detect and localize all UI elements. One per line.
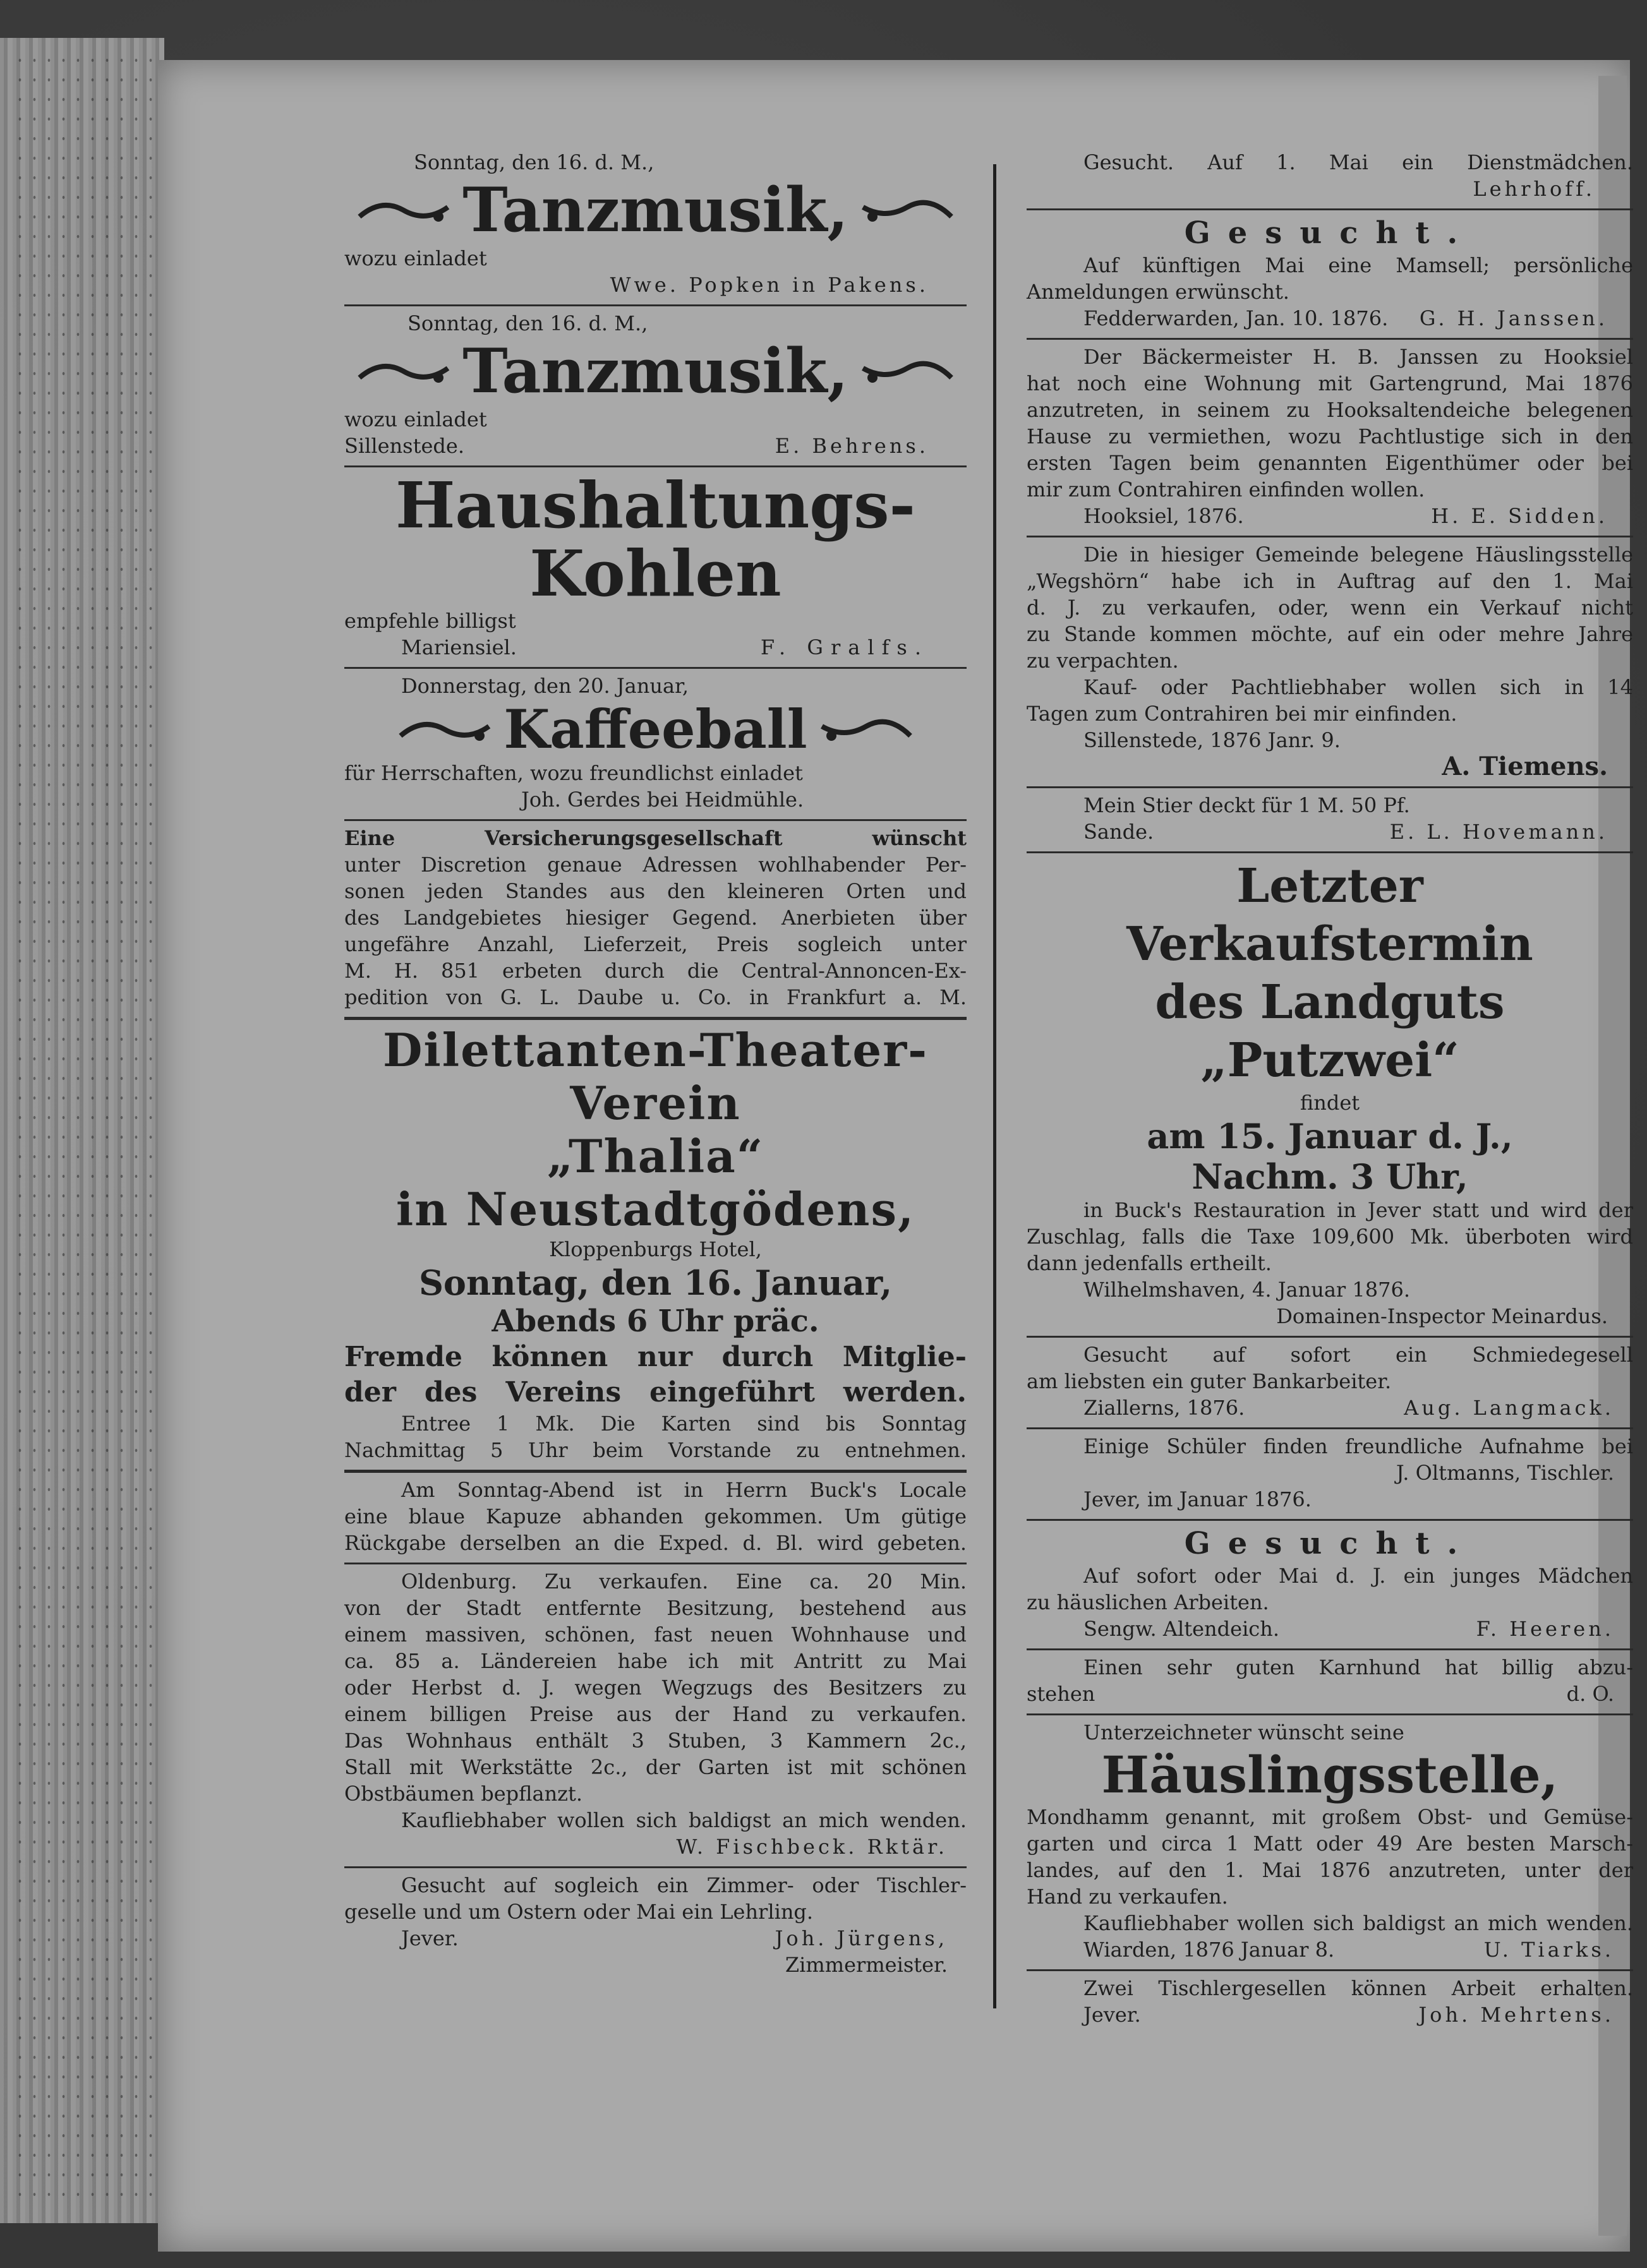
ad-place: Wiarden, 1876 Januar 8. [1083,1938,1335,1962]
ad-gesucht-zimmergeselle [344,1868,967,1984]
flourish-ornament-icon [356,191,451,229]
left-column [344,145,967,1984]
ad-line: Tagen zum Contrahiren bei mir einfinden. [1027,702,1457,726]
ad-findet: findet [1300,1091,1360,1115]
ad-date: am 15. Januar d. J., [1147,1116,1513,1156]
ad-gesucht-schmiedegesell [1027,1338,1633,1429]
ad-line: „Wegshörn“ habe ich in Auftrag auf den 1. Mai [1027,569,1633,593]
ad-line: Anmeldungen erwünscht. [1027,280,1289,304]
ad-line: Die in hiesiger Gemeinde belegene Häuslingsstelle [1083,543,1633,567]
ad-line: in Buck's Restauration in Jever statt und wird der [1083,1198,1633,1222]
ad-footer [1027,1681,1633,1707]
ad-title: Tanzmusik, [462,335,848,407]
ad-line-2: stehen [1027,1682,1095,1706]
ad-place: Sande. [1083,820,1154,844]
ad-date: Sonntag, den 16. d. M., [407,311,648,335]
ad-footer [1027,819,1633,845]
ad-date: Sonntag, den 16. Januar, [418,1263,893,1303]
ad-signature: A. Tiemens. [1442,752,1608,781]
ad-signature: E. Behrens. [775,434,929,458]
ad-title: Kaffeeball [504,698,807,760]
ad-line: zu verpachten. [1027,649,1179,673]
ad-date: Sonntag, den 16. d. M., [414,150,655,174]
ad-tischlergesellen [1027,1971,1633,2034]
ad-signature: J. Oltmanns, Tischler. [1396,1461,1614,1485]
ad-title: Tanzmusik, [462,174,848,246]
ad-signature: F. Heeren. [1476,1617,1614,1641]
ad-title: Haushaltungs- [395,468,916,543]
right-column [1027,145,1633,2034]
ad-line: ersten Tagen beim genannten Eigenthümer oder bei [1027,451,1633,475]
ad-invite: wozu einladet [344,246,487,270]
binding-texture [13,51,158,2211]
ad-place: Jever. [1083,2003,1141,2027]
ad-intro: Unterzeichneter wünscht seine [1083,1720,1404,1744]
ad-line: sonen jeden Standes aus den kleineren Orten und [344,879,967,903]
ad-title: Dilettanten-Theater-Verein [382,1023,929,1130]
ad-line: des Landgebietes hiesiger Gegend. Anerbieten über [344,906,967,930]
ad-line: Einen sehr guten Karnhund hat billig abzu- [1083,1655,1633,1679]
ad-stier [1027,788,1633,853]
ad-signature: G. H. Janssen. [1419,306,1608,330]
ad-line: unter Discretion genaue Adressen wohlhabender Per- [344,853,967,877]
ad-date: Donnerstag, den 20. Januar, [401,674,689,698]
ad-line: anzutreten, in seinem zu Hooksaltendeiche belegenen [1027,398,1633,422]
ad-line: Auf künftigen Mai eine Mamsell; persönliche [1083,253,1633,277]
title-row [344,337,967,406]
ad-signature: Joh. Gerdes bei Heidmühle. [521,788,804,812]
ad-line: geselle und um Ostern oder Mai ein Lehrling. [344,1900,814,1924]
ad-haeuslingsstelle-wegshoern [1027,537,1633,788]
ad-line: M. H. 851 erbeten durch die Central-Annoncen-Ex- [344,959,967,983]
ad-place: Jever, im Januar 1876. [1083,1487,1312,1511]
ad-line: Rückgabe derselben an die Exped. d. Bl. wird gebeten. [344,1531,967,1555]
ad-note: Fremde können nur durch Mitglie- [344,1341,967,1373]
ad-line: Oldenburg. Zu verkaufen. Eine ca. 20 Min. [401,1569,967,1593]
ad-place: Mariensiel. [401,635,517,659]
ad-signature: Aug. Langmack. [1404,1396,1614,1420]
ad-note-2: der des Vereins eingeführt werden. [344,1376,967,1408]
ad-line: Das Wohnhaus enthält 3 Stuben, 3 Kammern 2c., [344,1729,967,1753]
ad-title: Gesucht. [1184,1526,1476,1561]
ad-line: Stall mit Werkstätte 2c., der Garten ist mit schönen [344,1755,967,1779]
ad-gesucht-dienstmaedchen [1027,145,1633,210]
ad-line: Auf sofort oder Mai d. J. ein junges Mädchen [1083,1564,1633,1588]
ad-verkaufstermin-putzwei [1027,853,1633,1338]
ad-line: einem massiven, schönen, fast neuen Wohnhause und [344,1623,967,1647]
ad-invite: wozu einladet [344,407,487,431]
ad-title: Letzter Verkaufstermin [1126,859,1533,971]
ad-signature: W. Fischbeck. Rktär. [676,1835,948,1859]
ad-place: Jever. [401,1926,459,1950]
ad-gesucht-maedchen [1027,1521,1633,1650]
ad-line: Zwei Tischlergesellen können Arbeit erhalten. [1083,1976,1633,2000]
ad-line: oder Herbst d. J. wegen Wegzugs des Besitzers zu [344,1676,967,1700]
ad-place: Sengw. Altendeich. [1083,1617,1279,1641]
ad-versicherung [344,821,967,1020]
flourish-ornament-icon [397,711,492,748]
ad-line: Hause zu vermiethen, wozu Pachtlustige sich in den [1027,424,1633,448]
ad-signature: Wwe. Popken in Pakens. [610,273,929,297]
ad-line: mir zum Contrahiren einfinden wollen. [1027,477,1425,501]
ad-title: Häuslingsstelle, [1101,1745,1559,1804]
ad-hotel: Kloppenburgs Hotel, [549,1237,762,1261]
ad-line: eine blaue Kapuze abhanden gekommen. Um gütige [344,1504,967,1528]
ad-line: empfehle billigst [344,609,516,633]
ad-line: zu häuslichen Arbeiten. [1027,1590,1269,1614]
ad-line: Mein Stier deckt für 1 M. 50 Pf. [1083,793,1410,817]
title-row [344,176,967,245]
ad-line: Der Bäckermeister H. B. Janssen zu Hooksiel [1083,345,1633,369]
ad-line: Gesucht auf sogleich ein Zimmer- oder Tischler- [401,1873,967,1897]
ad-footer [1027,503,1633,529]
ad-signature: Joh. Mehrtens. [1418,2003,1614,2027]
ad-line: Kaufliebhaber wollen sich baldigst an mich wenden. [401,1808,967,1832]
ad-line: Hand zu verkaufen. [1027,1885,1228,1909]
ad-schueler-aufnahme [1027,1429,1633,1521]
ad-signature: F. Gralfs. [760,635,929,659]
ad-line: Nachmittag 5 Uhr beim Vorstande zu entnehmen. [344,1438,967,1462]
flourish-ornament-icon [356,352,451,390]
ad-signature: Domainen-Inspector Meinardus. [1276,1304,1608,1328]
ad-line: für Herrschaften, wozu freundlichst einladet [344,761,803,785]
ad-footer [1027,1395,1633,1421]
ad-place: Ziallerns, 1876. [1083,1396,1245,1420]
column-divider [993,164,996,2008]
ad-signature: E. L. Hovemann. [1389,820,1608,844]
ad-title: Gesucht. [1184,215,1476,251]
ad-line: zu Stande kommen möchte, auf ein oder mehre Jahre [1027,622,1633,646]
ad-footer [344,433,967,459]
ad-oldenburg-verkauf [344,1564,967,1868]
ad-footer [1027,1936,1633,1963]
ad-place: Fedderwarden, Jan. 10. 1876. [1083,306,1389,330]
ad-line: landes, auf den 1. Mai 1876 anzutreten, unter der [1027,1858,1633,1882]
ad-signature: Lehrhoff. [1473,177,1595,201]
title-row [344,699,967,760]
flourish-ornament-icon [860,191,955,229]
ad-place: Hooksiel, 1876. [1083,504,1244,528]
ad-gesucht-mamsell [1027,210,1633,340]
ad-line: am liebsten ein guter Bankarbeiter. [1027,1369,1392,1393]
ad-theater-thalia [344,1020,967,1473]
ad-line: hat noch eine Wohnung mit Gartengrund, Mai 1876 [1027,371,1633,395]
ad-line: von der Stadt entfernte Besitzung, bestehend aus [344,1596,967,1620]
ad-title-2: des Landguts „Putzwei“ [1155,975,1505,1088]
ad-haeuslingsstelle-mondhamm [1027,1715,1633,1971]
ad-footer [344,634,967,661]
ad-time: Abends 6 Uhr präc. [492,1304,819,1339]
ad-line: Kaufliebhaber wollen sich baldigst an mich wenden. [1083,1911,1633,1935]
ad-line: ungefähre Anzahl, Lieferzeit, Preis sogleich unter [344,932,967,956]
ad-karnhund [1027,1650,1633,1715]
ad-line: Zuschlag, falls die Taxe 109,600 Mk. überboten wird [1027,1225,1633,1249]
ad-line: Eine Versicherungsgesellschaft wünscht [344,826,967,850]
ad-line: Mondhamm genannt, mit großem Obst- und Gemüse- [1027,1805,1633,1829]
flourish-ornament-icon [819,711,914,748]
ad-place: Sillenstede, 1876 Janr. 9. [1083,728,1341,752]
ad-line: Kauf- oder Pachtliebhaber wollen sich in 14 [1083,675,1633,699]
ad-baeckermeister-wohnung [1027,340,1633,537]
ad-footer [344,1925,967,1952]
ad-line: d. J. zu verkaufen, oder, wenn ein Verkauf nicht [1027,596,1633,620]
ad-place: Sillenstede. [344,434,464,458]
ad-line: garten und circa 1 Matt oder 49 Are besten Marsch- [1027,1832,1633,1856]
ad-kaffeeball [344,669,967,821]
ad-haushaltungs-kohlen [344,467,967,669]
ad-line: Entree 1 Mk. Die Karten sind bis Sonntag [401,1412,967,1436]
ad-line: einem billigen Preise aus der Hand zu verkaufen. [344,1702,967,1726]
ad-kapuze [344,1473,967,1564]
flourish-ornament-icon [860,352,955,390]
ad-tanzmusik-popken [344,145,967,306]
ad-signature: H. E. Sidden. [1431,504,1608,528]
ad-signature: d. O. [1566,1682,1614,1706]
ad-line: Gesucht auf sofort ein Schmiedegesell [1083,1343,1633,1367]
ad-footer [1027,2001,1633,2028]
ad-footer [1027,305,1633,332]
ad-title-2: „Thalia“ [546,1129,764,1183]
ad-time: Nachm. 3 Uhr, [1192,1156,1468,1197]
ad-footer [1027,1616,1633,1642]
ad-line: ca. 85 a. Ländereien habe ich mit Antritt zu Mai [344,1649,967,1673]
ad-line: Obstbäumen bepflanzt. [344,1782,583,1806]
ad-title-3: in Neustadtgödens, [395,1182,915,1236]
ad-line: Einige Schüler finden freundliche Aufnahme bei [1083,1434,1633,1458]
ad-line: Am Sonntag-Abend ist in Herrn Buck's Locale [401,1478,967,1502]
ad-tanzmusik-behrens [344,306,967,467]
ad-line: Gesucht. Auf 1. Mai ein Dienstmädchen. [1083,150,1633,174]
ad-signature: U. Tiarks. [1483,1938,1614,1962]
ad-signature-2: Zimmermeister. [785,1953,948,1977]
ad-place: Wilhelmshaven, 4. Januar 1876. [1083,1278,1410,1302]
ad-title-2: Kohlen [529,536,781,611]
ad-line: dann jedenfalls ertheilt. [1027,1251,1272,1275]
ad-signature: Joh. Jürgens, [775,1926,948,1950]
ad-line: pedition von G. L. Daube u. Co. in Frankfurt a. M. [344,985,967,1009]
